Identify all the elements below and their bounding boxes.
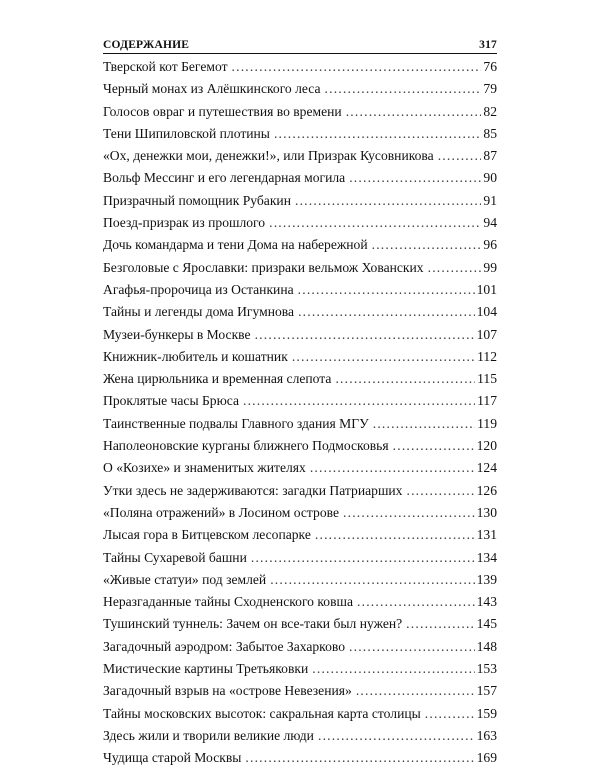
dot-leader	[325, 78, 482, 100]
table-of-contents	[103, 56, 497, 770]
dot-leader	[251, 547, 475, 569]
toc-entry-page: 130	[476, 504, 497, 520]
toc-entry	[103, 190, 497, 212]
dot-leader	[232, 56, 482, 78]
toc-entry	[103, 747, 497, 769]
toc-entry-title: Призрачный помощник Рубакин	[103, 192, 291, 208]
toc-entry-page: 96	[483, 237, 497, 253]
toc-entry-page: 104	[476, 304, 497, 320]
toc-entry-title: Чудища старой Москвы	[103, 750, 242, 766]
dot-leader	[372, 234, 482, 256]
toc-entry	[103, 390, 497, 412]
toc-entry	[103, 413, 497, 435]
dot-leader	[269, 212, 481, 234]
toc-entry-title: Агафья-пророчица из Останкина	[103, 281, 294, 297]
toc-entry	[103, 212, 497, 234]
dot-leader	[349, 167, 481, 189]
toc-entry-title: Музеи-бункеры в Москве	[103, 326, 251, 342]
toc-entry	[103, 234, 497, 256]
dot-leader	[245, 747, 474, 769]
toc-entry-page: 169	[476, 750, 497, 766]
toc-entry-page: 159	[476, 705, 497, 721]
toc-entry-title: Наполеоновские курганы ближнего Подмосковья	[103, 438, 389, 454]
dot-leader	[274, 123, 481, 145]
dot-leader	[373, 413, 475, 435]
toc-entry-title: Здесь жили и творили великие люди	[103, 727, 314, 743]
dot-leader	[292, 346, 475, 368]
dot-leader	[335, 368, 475, 390]
dot-leader	[315, 524, 475, 546]
toc-entry-page: 119	[477, 415, 497, 431]
toc-entry-title: Неразгаданные тайны Сходненского ковша	[103, 594, 354, 610]
dot-leader	[312, 658, 474, 680]
toc-entry	[103, 547, 497, 569]
toc-entry-title: Проклятые часы Брюса	[103, 393, 239, 409]
toc-entry-title: Утки здесь не задерживаются: загадки Патриарших	[103, 482, 403, 498]
toc-entry	[103, 613, 497, 635]
toc-entry-page: 124	[476, 460, 497, 476]
toc-entry-title: «Ох, денежки мои, денежки!», или Призрак Кусовникова	[103, 148, 434, 164]
dot-leader	[343, 502, 475, 524]
toc-entry-title: Жена цирюльника и временная слепота	[103, 371, 332, 387]
toc-entry-page: 134	[476, 549, 497, 565]
toc-entry-title: Тверской кот Бегемот	[103, 59, 228, 74]
toc-entry	[103, 636, 497, 658]
toc-entry-page: 163	[476, 727, 497, 743]
toc-entry	[103, 56, 497, 78]
toc-entry-page: 139	[476, 571, 497, 587]
toc-entry	[103, 569, 497, 591]
toc-entry-page: 131	[476, 527, 497, 543]
toc-entry-page: 107	[476, 326, 497, 342]
page-number: 317	[479, 39, 497, 51]
toc-entry-page: 117	[477, 393, 497, 409]
toc-entry-page: 115	[477, 371, 497, 387]
toc-entry	[103, 524, 497, 546]
dot-leader	[298, 301, 475, 323]
toc-entry-title: Тайны и легенды дома Игумнова	[103, 304, 295, 320]
toc-entry-title: О «Козихе» и знаменитых жителях	[103, 460, 306, 476]
toc-entry-page: 120	[476, 438, 497, 454]
toc-entry-title: Тени Шипиловской плотины	[103, 125, 270, 141]
toc-entry	[103, 257, 497, 279]
toc-entry-title: Книжник-любитель и кошатник	[103, 348, 288, 364]
dot-leader	[357, 591, 475, 613]
dot-leader	[438, 145, 482, 167]
toc-entry	[103, 502, 497, 524]
dot-leader	[393, 435, 475, 457]
toc-entry-page: 157	[476, 683, 497, 699]
dot-leader	[406, 480, 474, 502]
toc-entry	[103, 279, 497, 301]
toc-entry-title: Тайны Сухаревой башни	[103, 549, 247, 565]
toc-entry-page: 87	[483, 148, 497, 164]
toc-entry-title: Поезд-призрак из прошлого	[103, 215, 266, 231]
toc-entry-title: Вольф Мессинг и его легендарная могила	[103, 170, 346, 186]
toc-entry	[103, 78, 497, 100]
dot-leader	[346, 101, 482, 123]
toc-entry	[103, 591, 497, 613]
toc-entry-page: 94	[483, 215, 497, 231]
toc-entry	[103, 480, 497, 502]
dot-leader	[428, 257, 482, 279]
toc-entry-page: 153	[476, 661, 497, 677]
toc-entry	[103, 680, 497, 702]
dot-leader	[318, 725, 475, 747]
dot-leader	[349, 636, 475, 658]
toc-entry	[103, 457, 497, 479]
toc-entry-page: 79	[483, 81, 497, 97]
toc-entry-page: 90	[483, 170, 497, 186]
toc-entry-title: Голосов овраг и путешествия во времени	[103, 103, 342, 119]
dot-leader	[425, 703, 475, 725]
toc-entry	[103, 703, 497, 725]
dot-leader	[406, 613, 474, 635]
dot-leader	[270, 569, 474, 591]
dot-leader	[356, 680, 475, 702]
toc-entry-title: Мистические картины Третьяковки	[103, 661, 309, 677]
toc-entry	[103, 346, 497, 368]
toc-entry-page: 82	[483, 103, 497, 119]
toc-entry	[103, 368, 497, 390]
toc-entry-page: 112	[477, 348, 497, 364]
running-head	[103, 32, 497, 54]
toc-entry-title: Загадочный взрыв на «острове Невезения»	[103, 683, 352, 699]
toc-entry-title: Лысая гора в Битцевском лесопарке	[103, 527, 311, 543]
dot-leader	[243, 390, 475, 412]
toc-entry-page: 85	[483, 125, 497, 141]
toc-entry-page: 99	[483, 259, 497, 275]
toc-entry-page: 126	[476, 482, 497, 498]
toc-entry	[103, 145, 497, 167]
dot-leader	[295, 190, 481, 212]
toc-entry	[103, 725, 497, 747]
toc-entry	[103, 167, 497, 189]
dot-leader	[255, 324, 475, 346]
toc-entry-page: 145	[476, 616, 497, 632]
toc-entry-title: Дочь командарма и тени Дома на набережной	[103, 237, 368, 253]
toc-entry-title: «Поляна отражений» в Лосином острове	[103, 504, 339, 520]
toc-entry-title: Тайны московских высоток: сакральная карта столицы	[103, 705, 421, 721]
toc-entry	[103, 324, 497, 346]
toc-entry	[103, 435, 497, 457]
toc-entry-title: Таинственные подвалы Главного здания МГУ	[103, 415, 369, 431]
toc-entry-title: Черный монах из Алёшкинского леса	[103, 81, 321, 97]
toc-entry-page: 91	[483, 192, 497, 208]
toc-entry-title: «Живые статуи» под землей	[103, 571, 267, 587]
toc-entry	[103, 101, 497, 123]
toc-entry-title: Тушинский туннель: Зачем он все-таки был нужен?	[103, 616, 403, 632]
toc-entry-page: 76	[483, 59, 497, 74]
dot-leader	[298, 279, 475, 301]
toc-entry-page: 101	[476, 281, 497, 297]
toc-entry-title: Загадочный аэродром: Забытое Захарково	[103, 638, 346, 654]
section-title: СОДЕРЖАНИЕ	[103, 39, 190, 51]
toc-entry-page: 143	[476, 594, 497, 610]
toc-entry	[103, 123, 497, 145]
toc-entry-title: Безголовые с Ярославки: призраки вельмож Хованских	[103, 259, 424, 275]
toc-entry	[103, 301, 497, 323]
toc-entry-page: 148	[476, 638, 497, 654]
toc-entry	[103, 658, 497, 680]
dot-leader	[310, 457, 475, 479]
